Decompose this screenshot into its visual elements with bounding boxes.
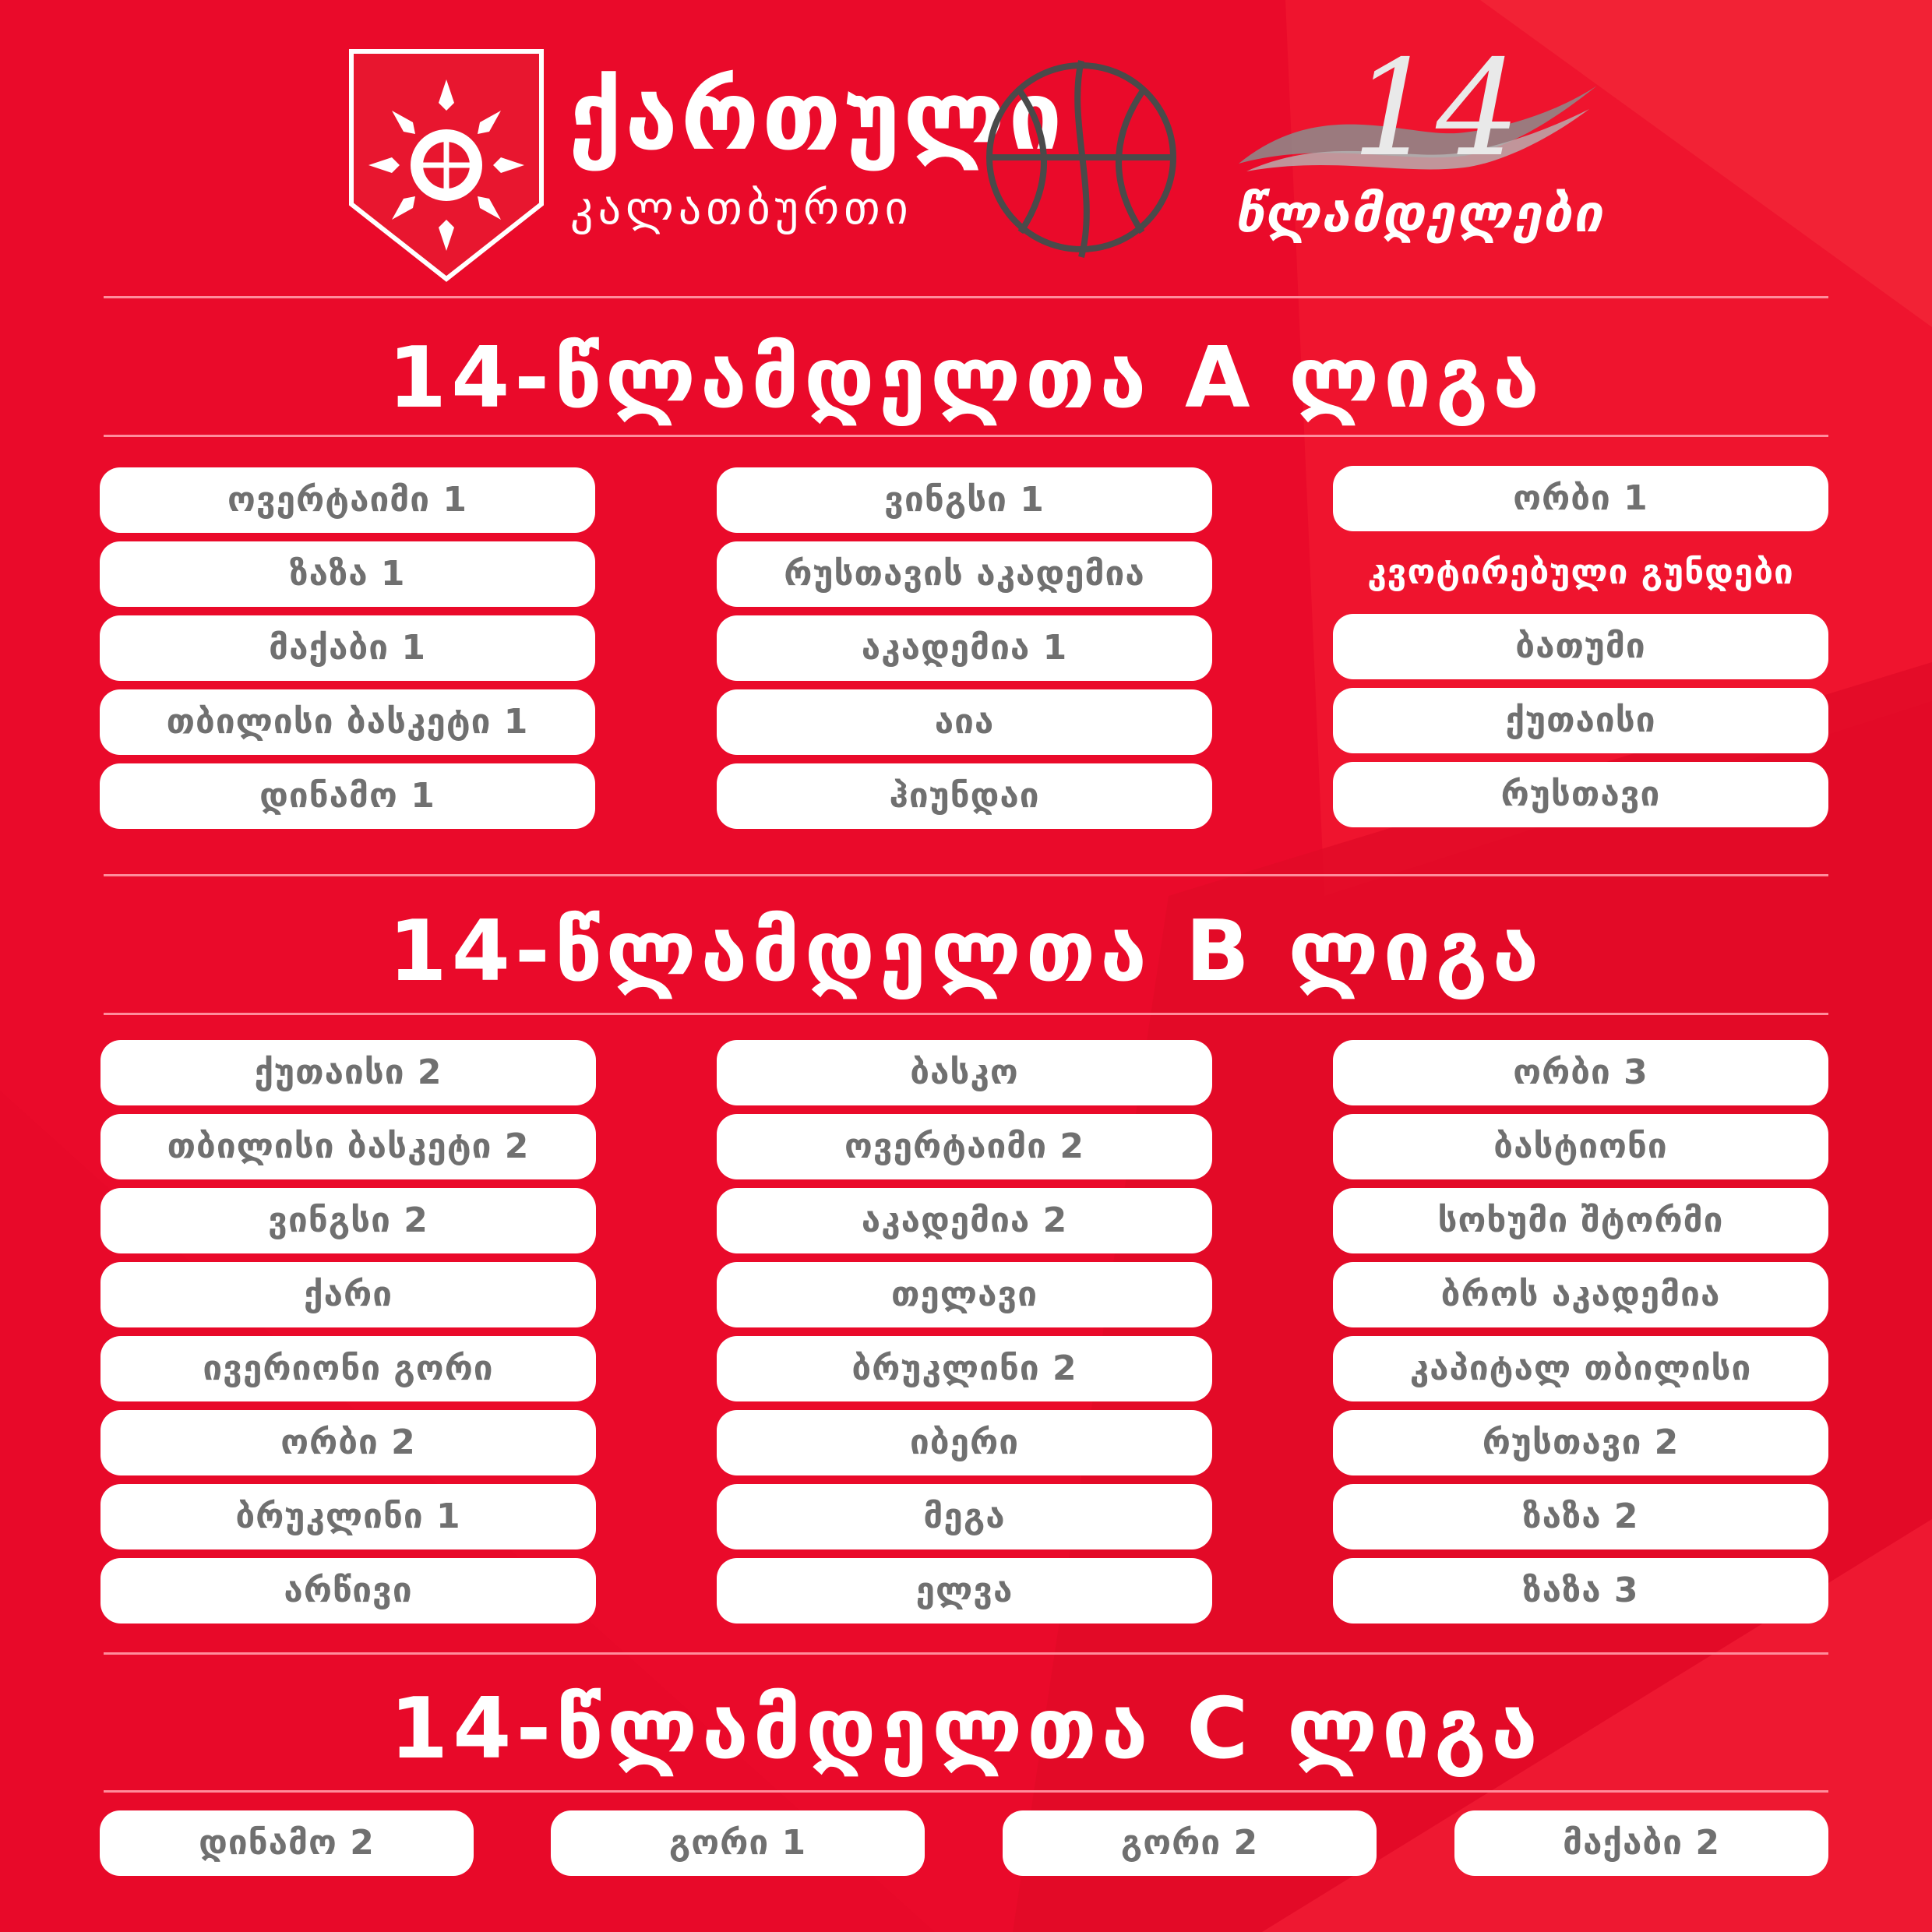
league-b-column-1 <box>100 1040 596 1632</box>
section-title-b: 14-წლამდელთა B ლიგა <box>388 903 1544 1000</box>
league-a-column-3 <box>1333 466 1828 836</box>
header <box>0 0 1932 296</box>
team-pill: ქარი <box>100 1262 596 1327</box>
team-pill: კაპიტალ თბილისი <box>1333 1336 1828 1401</box>
team-pill: რუსთავი 2 <box>1333 1410 1828 1475</box>
team-pill: აია <box>717 689 1212 755</box>
federation-shield-logo <box>347 48 546 282</box>
team-pill: თბილისი ბასკეტი 1 <box>100 689 595 755</box>
team-pill: ვინგსი 2 <box>100 1188 596 1253</box>
team-pill: დინამო 1 <box>100 763 595 829</box>
brand-subtitle: კალათბურთი <box>570 182 913 234</box>
team-pill: ზაზა 1 <box>100 541 595 607</box>
team-pill: აკადემია 2 <box>717 1188 1212 1253</box>
team-pill: ზაზა 3 <box>1333 1558 1828 1624</box>
divider-line <box>104 435 1828 437</box>
team-pill: ორბი 2 <box>100 1410 596 1475</box>
quota-teams-label: კვოტირებული გუნდები <box>1367 552 1794 592</box>
team-pill: ივერიონი გორი <box>100 1336 596 1401</box>
team-pill: ოვერტაიმი 2 <box>717 1114 1212 1179</box>
league-b-column-3 <box>1333 1040 1828 1632</box>
team-pill: მაქაბი 2 <box>1454 1810 1828 1876</box>
divider-line <box>104 1013 1828 1015</box>
section-title-c: 14-წლამდელთა C ლიგა <box>390 1680 1542 1778</box>
team-pill: სოხუმი შტორმი <box>1333 1188 1828 1253</box>
team-pill: არწივი <box>100 1558 596 1624</box>
team-pill: გორი 2 <box>1003 1810 1377 1876</box>
divider-line <box>104 874 1828 876</box>
team-pill: ორბი 1 <box>1333 466 1828 531</box>
team-pill: ქუთაისი 2 <box>100 1040 596 1105</box>
age-number: 14 <box>1352 32 1521 186</box>
team-pill: ბროს აკადემია <box>1333 1262 1828 1327</box>
divider-line <box>104 1790 1828 1793</box>
team-pill: ბრუკლინი 2 <box>717 1336 1212 1401</box>
team-pill: ბასკო <box>717 1040 1212 1105</box>
team-pill: ოვერტაიმი 1 <box>100 467 595 533</box>
team-pill: მეგა <box>717 1484 1212 1549</box>
team-pill: ვინგსი 1 <box>717 467 1212 533</box>
team-pill: იბერი <box>717 1410 1212 1475</box>
team-pill: ბასტიონი <box>1333 1114 1828 1179</box>
team-pill: ქუთაისი <box>1333 688 1828 753</box>
team-pill: ზაზა 2 <box>1333 1484 1828 1549</box>
league-c-row <box>100 1810 1829 1876</box>
age-word: წლამდელები <box>1235 184 1604 244</box>
team-pill: რუსთავის აკადემია <box>717 541 1212 607</box>
league-a-column-1 <box>100 467 595 837</box>
team-pill: ელვა <box>717 1558 1212 1624</box>
brand-title: ქართული <box>569 61 1066 171</box>
team-pill: გორი 1 <box>551 1810 925 1876</box>
section-title-a: 14-წლამდელთა A ლიგა <box>388 330 1544 427</box>
team-pill: თბილისი ბასკეტი 2 <box>100 1114 596 1179</box>
team-pill: დინამო 2 <box>100 1810 474 1876</box>
team-pill: ბრუკლინი 1 <box>100 1484 596 1549</box>
team-pill: თელავი <box>717 1262 1212 1327</box>
divider-line <box>104 1652 1828 1655</box>
team-pill: მაქაბი 1 <box>100 615 595 681</box>
team-pill: ორბი 3 <box>1333 1040 1828 1105</box>
team-pill: აკადემია 1 <box>717 615 1212 681</box>
basketball-icon <box>974 53 1189 262</box>
team-pill: ბათუმი <box>1333 614 1828 679</box>
league-a-column-2 <box>717 467 1212 837</box>
team-pill: რუსთავი <box>1333 762 1828 827</box>
divider-line <box>104 296 1828 298</box>
team-pill: ჰიუნდაი <box>717 763 1212 829</box>
league-b-column-2 <box>717 1040 1212 1632</box>
